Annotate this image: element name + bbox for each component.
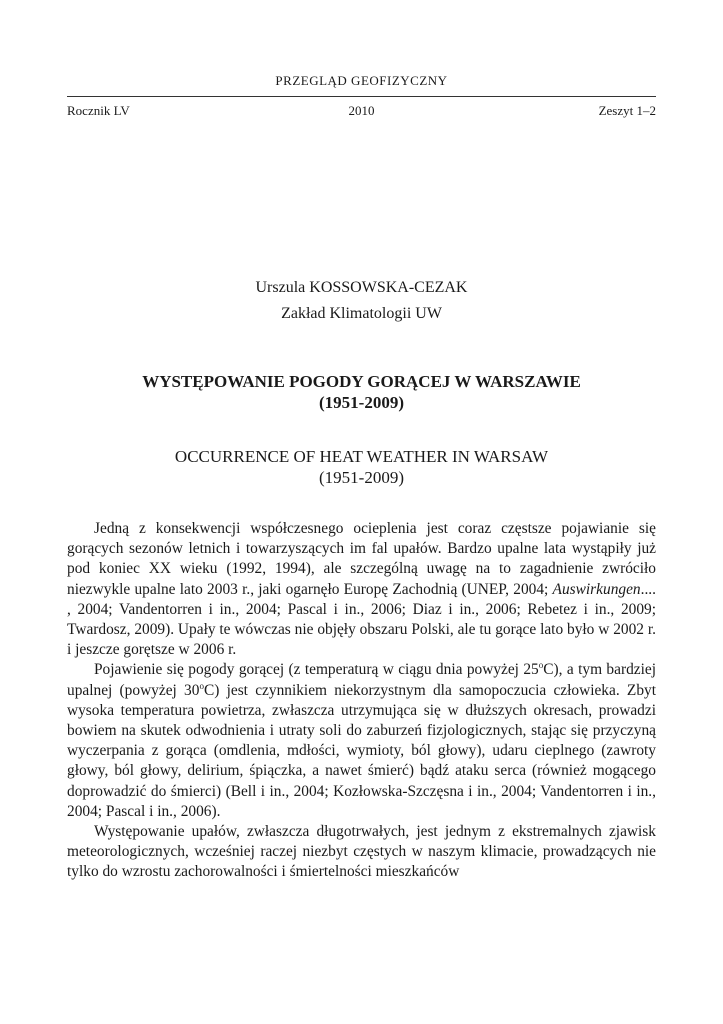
paragraph-1 [67,519,656,660]
paragraph-2 [67,660,656,822]
degree-superscript-1: o [538,660,544,671]
issue-label: Zeszyt 1–2 [598,103,656,118]
article-body [67,519,656,883]
paragraph-3: Występowanie upałów, zwłaszcza długotrwałych, jest jednym z ekstremalnych zjawisk meteorologicznych, wcześniej raczej niezbyt częstych w naszym klimacie, prowadzących nie tylko do wzrostu zachorowalności i śmiertelności mieszkańców [67,823,656,881]
title-english-line-2: (1951-2009) [319,468,404,487]
author-name: Urszula KOSSOWSKA-CEZAK [255,279,468,296]
degree-superscript-2: o [199,680,204,691]
title-english [0,446,723,488]
year-label: 2010 [348,103,375,118]
paragraph-2-text-a: Pojawienie się pogody gorącej (z temperaturą w ciągu dnia powyżej 25 [94,661,539,679]
title-polish-line-1: WYSTĘPOWANIE POGODY GORĄCEJ W WARSZAWIE [142,372,581,391]
paragraph-2-text-b: C), a tym bardziej upalnej (powyżej 30 [67,661,656,699]
author-affiliation: Zakład Klimatologii UW [281,305,442,322]
paragraph-1-italic: Auswirkungen [552,580,641,598]
header-rule [67,96,656,97]
title-polish [0,371,723,413]
volume-label: Rocznik LV [67,103,130,118]
title-polish-line-2: (1951-2009) [319,393,404,412]
paragraph-2-text-c: C) jest czynnikiem niekorzystnym dla samopoczucia człowieka. Zbyt wysoka temperatura powietrza, zwłaszcza utrzymująca się w dłuższych okresach, prowadzi bowiem na skutek odwodnienia i utraty soli do zaburzeń fizjologicznych, stając się przyczyną wyczerpania z gorąca (omdlenia, mdłości, wymioty, ból głowy), udaru cieplnego (zawroty głowy, ból głowy, delirium, śpiączka, a nawet śmierć) bądź ataku serca (również mogącego doprowadzić do śmierci) (Bell i in., 2004; Kozłowska-Szczęsna i in., 2004; Vandentorren i in., 2004; Pascal i in., 2006). [67,681,656,820]
title-english-line-1: OCCURRENCE OF HEAT WEATHER IN WARSAW [174,447,549,466]
paragraph-1-text-b: .... , 2004; Vandentorren i in., 2004; Pascal i in., 2006; Diaz i in., 2006; Rebetez i in., 2009; Twardosz, 2009). Upały te wówczas nie objęły obszaru Polski, ale tu gorące lato było w 2002 r. i jeszcze gorętsze w 2006 r. [67,580,656,659]
journal-title: PRZEGLĄD GEOFIZYCZNY [275,73,448,88]
paragraph-1-text-a: Jedną z konsekwencji współczesnego ocieplenia jest coraz częstsze pojawianie się gorących sezonów letnich i towarzyszących im fal upałów. Bardzo upalne lata wystąpiły już pod koniec XX wieku (1992, 1994), ale szczególną uwagę na to zagadnienie zwróciło niezwykle upalne lato 2003 r., jaki ogarnęło Europę Zachodnią (UNEP, 2004; [67,520,656,598]
